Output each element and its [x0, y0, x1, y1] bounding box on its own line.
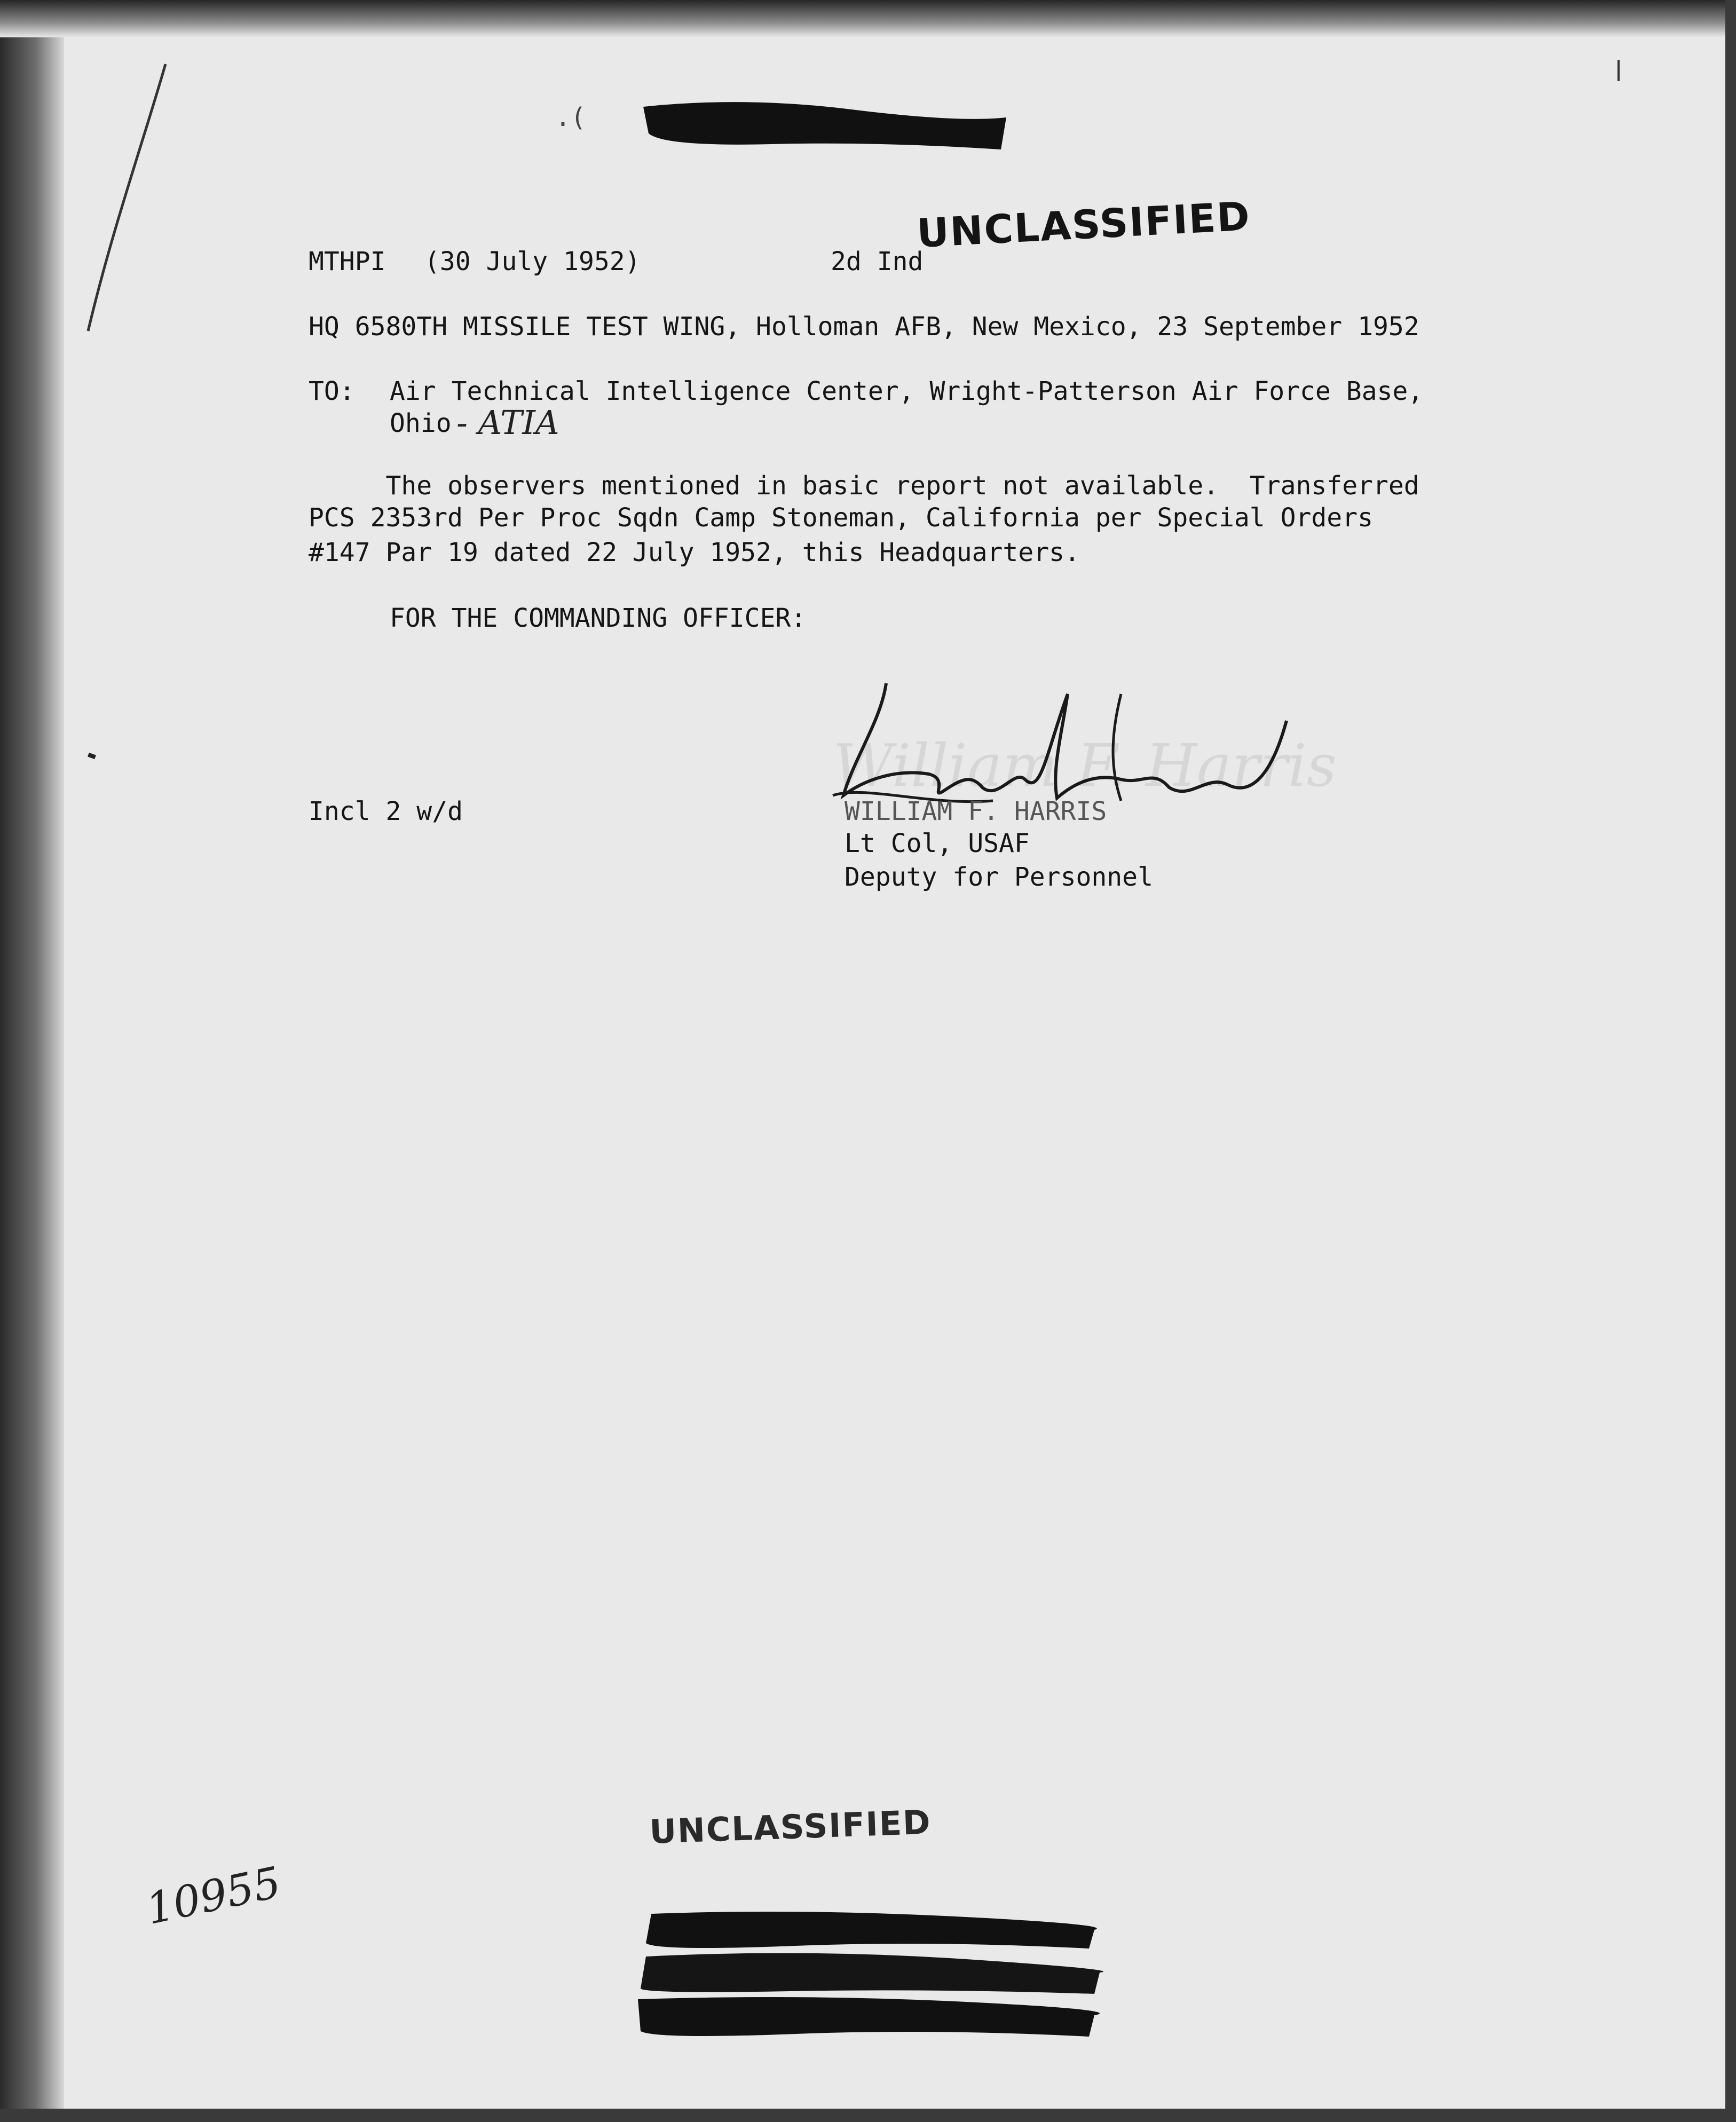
- to-line-1: Air Technical Intelligence Center, Wright-Patterson Air Force Base,: [390, 376, 1424, 406]
- signer-name: WILLIAM F. HARRIS: [845, 796, 1107, 826]
- body-line-1: The observers mentioned in basic report not available. Transferred: [309, 471, 1419, 501]
- signer-title: Deputy for Personnel: [845, 862, 1153, 892]
- scan-edge-top: [0, 0, 1736, 37]
- from-line: HQ 6580TH MISSILE TEST WING, Holloman AFB, New Mexico, 23 September 1952: [309, 312, 1419, 342]
- enclosure-note: Incl 2 w/d: [309, 796, 463, 826]
- margin-pen-stroke: [80, 59, 187, 336]
- basic-date: (30 July 1952): [424, 247, 641, 277]
- speck: [1617, 60, 1620, 81]
- scan-edge-bottom: [0, 2109, 1736, 2122]
- redaction-bar-top: [638, 91, 1012, 160]
- signature-text: William F. Harris: [833, 731, 1337, 800]
- scan-edge-right: [1725, 0, 1736, 2122]
- signer-rank: Lt Col, USAF: [845, 829, 1030, 858]
- punctuation-mark: .(: [555, 102, 586, 132]
- closing-line: FOR THE COMMANDING OFFICER:: [390, 603, 807, 633]
- body-line-3: #147 Par 19 dated 22 July 1952, this Headquarters.: [309, 538, 1080, 567]
- scan-edge-left: [0, 0, 64, 2122]
- classification-stamp-bottom: UNCLASSIFIED: [649, 1802, 932, 1851]
- indorsement-number: 2d Ind: [831, 247, 924, 277]
- handwritten-number: 10955: [141, 1857, 285, 1934]
- speck: [88, 753, 96, 759]
- to-line-2: Ohio: [390, 408, 452, 438]
- to-label: TO:: [309, 376, 355, 406]
- handwritten-office-code: - ATIA: [456, 403, 559, 442]
- file-reference: MTHPI: [309, 247, 386, 277]
- redaction-bars-bottom: [635, 1908, 1105, 2042]
- body-line-2: PCS 2353rd Per Proc Sqdn Camp Stoneman, California per Special Orders: [309, 503, 1373, 533]
- classification-stamp-top: UNCLASSIFIED: [916, 193, 1252, 257]
